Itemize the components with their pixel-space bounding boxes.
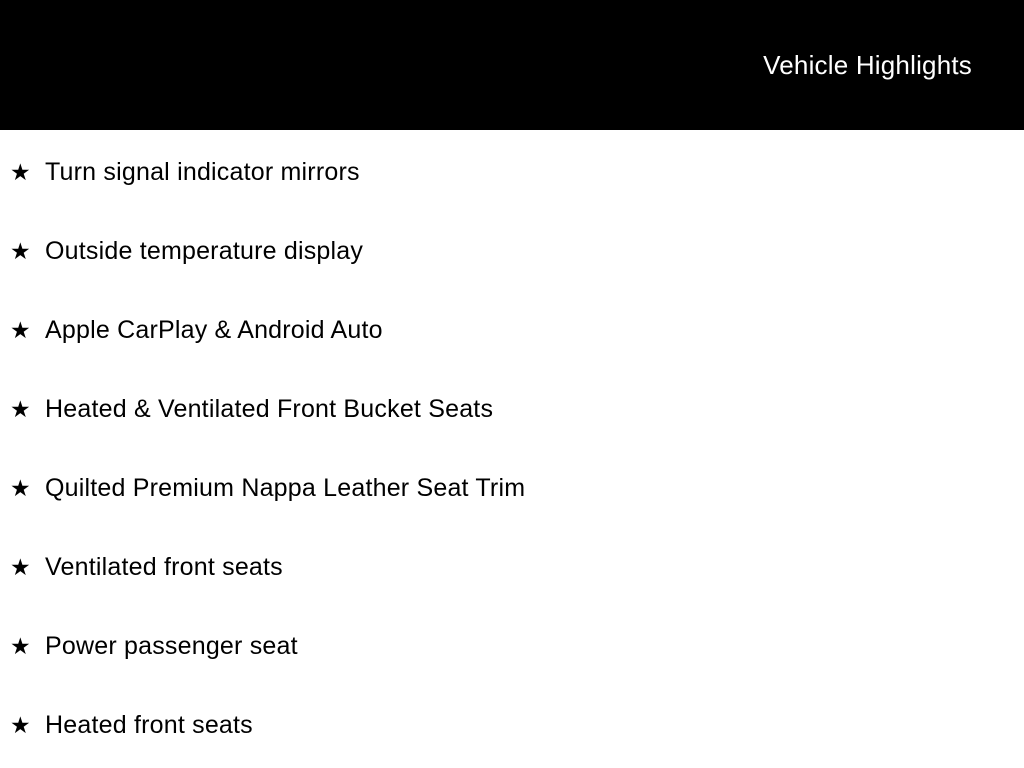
highlight-label: Apple CarPlay & Android Auto bbox=[45, 316, 383, 344]
vehicle-highlights-list bbox=[0, 130, 1024, 765]
list-item bbox=[0, 291, 1024, 370]
highlight-label: Power passenger seat bbox=[45, 632, 298, 660]
star-icon: ★ bbox=[10, 238, 31, 264]
star-icon: ★ bbox=[10, 396, 31, 422]
list-item bbox=[0, 370, 1024, 449]
star-icon: ★ bbox=[10, 475, 31, 501]
header-bar bbox=[0, 0, 1024, 130]
star-icon: ★ bbox=[10, 712, 31, 738]
star-icon: ★ bbox=[10, 554, 31, 580]
page-title: Vehicle Highlights bbox=[763, 49, 972, 80]
highlight-label: Heated & Ventilated Front Bucket Seats bbox=[45, 395, 494, 423]
highlight-label: Outside temperature display bbox=[45, 237, 364, 265]
highlight-label: Turn signal indicator mirrors bbox=[45, 158, 360, 186]
list-item bbox=[0, 133, 1024, 212]
star-icon: ★ bbox=[10, 159, 31, 185]
highlight-label: Heated front seats bbox=[45, 711, 253, 739]
list-item bbox=[0, 607, 1024, 686]
star-icon: ★ bbox=[10, 633, 31, 659]
list-item bbox=[0, 528, 1024, 607]
list-item bbox=[0, 212, 1024, 291]
list-item bbox=[0, 686, 1024, 765]
list-item bbox=[0, 449, 1024, 528]
highlight-label: Ventilated front seats bbox=[45, 553, 283, 581]
highlight-label: Quilted Premium Nappa Leather Seat Trim bbox=[45, 474, 526, 502]
star-icon: ★ bbox=[10, 317, 31, 343]
